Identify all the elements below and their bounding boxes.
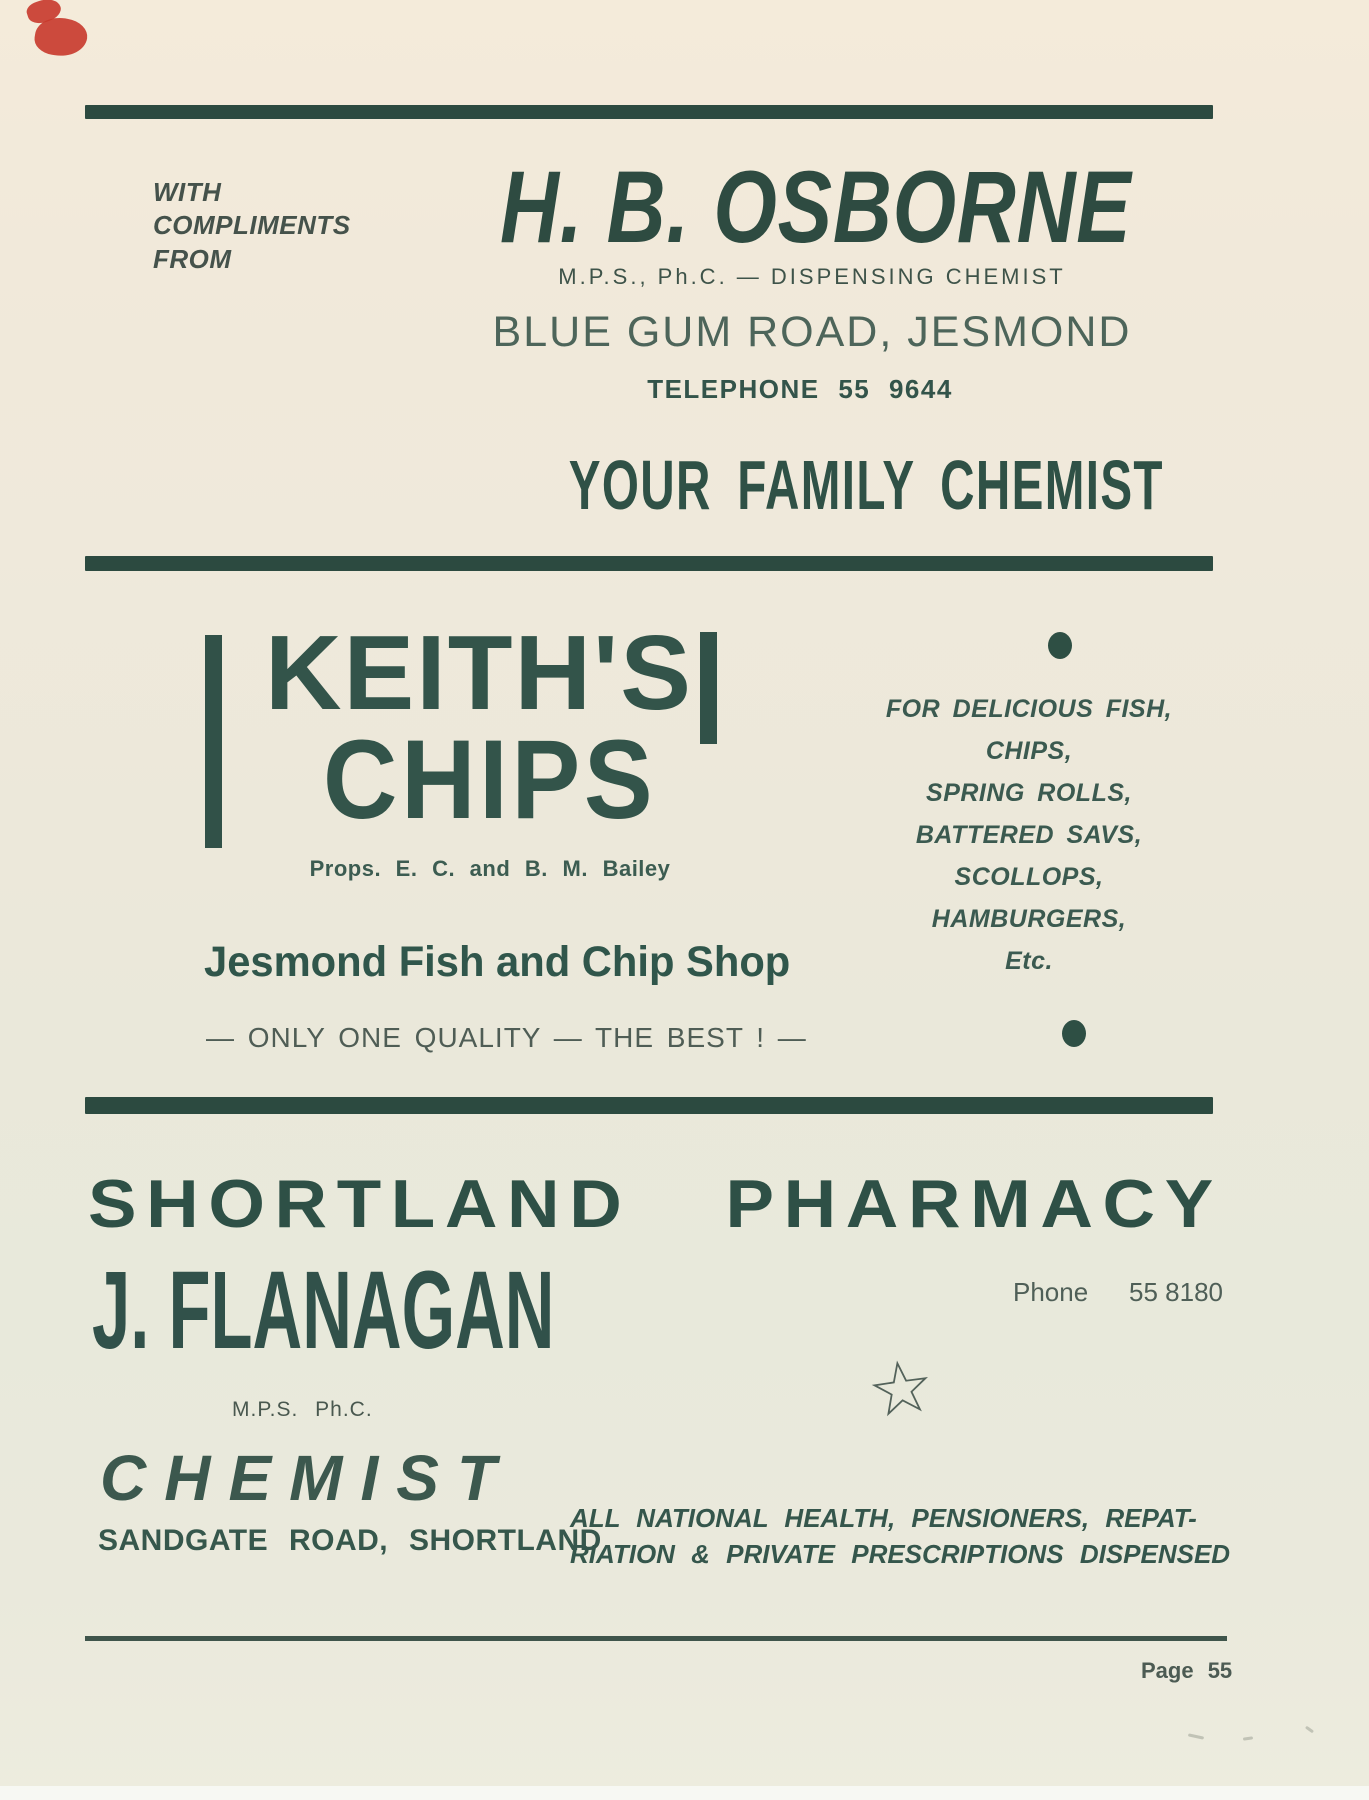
keiths-quality-slogan: — ONLY ONE QUALITY — THE BEST ! — (206, 1022, 807, 1053)
footer-rule (85, 1636, 1227, 1641)
keiths-name-line2: CHIPS (323, 717, 657, 842)
chemist-title: CHEMIST (100, 1442, 514, 1514)
divider-rule-3 (85, 1097, 1213, 1114)
menu-item: SCOLLOPS, (954, 863, 1104, 891)
flanagan-credentials: M.P.S. Ph.C. (232, 1398, 373, 1421)
star-icon (868, 1356, 934, 1422)
osborne-address: BLUE GUM ROAD, JESMOND (492, 308, 1132, 356)
menu-item: Etc. (1005, 947, 1053, 975)
shortland-address: SANDGATE ROAD, SHORTLAND (98, 1524, 602, 1557)
osborne-name: H. B. OSBORNE (500, 150, 1132, 264)
top-rule (85, 105, 1213, 119)
keiths-proprietors: Props. E. C. and B. M. Bailey (309, 856, 671, 881)
keiths-right-bar (700, 632, 717, 744)
page-number: Page 55 (1141, 1658, 1233, 1683)
osborne-credentials: M.P.S., Ph.C. — DISPENSING CHEMIST (558, 264, 1066, 289)
keiths-left-bar (205, 635, 222, 848)
services-line-2: RIATION & PRIVATE PRESCRIPTIONS DISPENSED (570, 1539, 1231, 1569)
services-line-1: ALL NATIONAL HEALTH, PENSIONERS, REPAT- (570, 1503, 1197, 1533)
menu-item: BATTERED SAVS, (915, 821, 1143, 849)
compliments-note: WITH COMPLIMENTS FROM (153, 177, 351, 274)
scan-speck (1188, 1733, 1204, 1739)
scan-edge (0, 1786, 1369, 1800)
scan-speck (1243, 1736, 1253, 1740)
menu-item: FOR DELICIOUS FISH, (885, 695, 1173, 723)
menu-item: HAMBURGERS, (931, 905, 1127, 933)
shortland-services (570, 1500, 1231, 1572)
keiths-name-line1: KEITH'S (265, 614, 693, 732)
scan-speck (1305, 1726, 1314, 1734)
keiths-menu (866, 688, 1192, 982)
phone-number: 55 8180 (1129, 1277, 1223, 1307)
divider-rule-2 (85, 556, 1213, 571)
phone-label: Phone (1013, 1277, 1089, 1307)
keiths-subtitle: Jesmond Fish and Chip Shop (204, 938, 791, 986)
shortland-name: SHORTLAND PHARMACY (88, 1166, 1223, 1242)
menu-item: CHIPS, (985, 737, 1073, 765)
flanagan-name: J. FLANAGAN (92, 1249, 555, 1373)
shortland-phone (1013, 1277, 1223, 1308)
osborne-tagline: YOUR FAMILY CHEMIST (568, 446, 1164, 524)
menu-item: SPRING ROLLS, (926, 779, 1132, 807)
bullet-icon-top (1048, 632, 1072, 659)
osborne-phone: TELEPHONE 55 9644 (647, 374, 953, 404)
bullet-icon-bottom (1062, 1020, 1086, 1047)
